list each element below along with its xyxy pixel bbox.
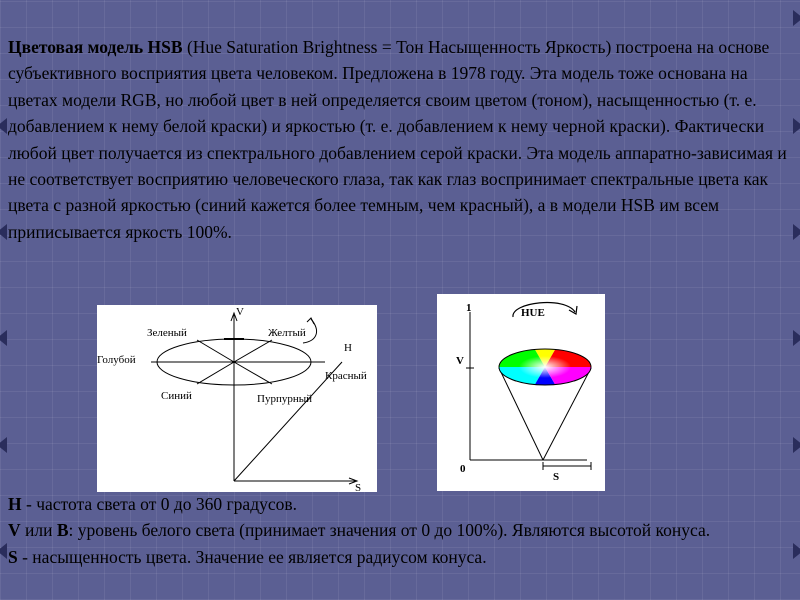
hsb-hue-circle-diagram: [97, 305, 377, 492]
cone-v-label: V: [456, 355, 464, 367]
axis-s-label: S: [355, 482, 362, 492]
value-zero-label: 0: [460, 463, 466, 475]
label-yellow: Желтый: [268, 327, 306, 339]
nav-arrow-right: [793, 10, 800, 26]
hsb-cone-svg: [437, 294, 605, 491]
label-red: Красный: [325, 370, 367, 382]
label-cyan: Голубой: [97, 354, 136, 366]
nav-arrow-left: [0, 118, 7, 134]
label-magenta: Пурпурный: [257, 393, 312, 405]
hue-label: HUE: [521, 307, 545, 319]
nav-arrow-right: [793, 118, 800, 134]
nav-arrow-right: [793, 543, 800, 559]
axis-h-label: H: [344, 342, 352, 354]
nav-arrow-right: [793, 437, 800, 453]
hsb-body-text: (Hue Saturation Brightness = Тон Насыщенность Яркость) построена на основе субъективного восприятия цвета человеком. Предложена в 1978 году. Эта модель тоже основана на цветах модели RGB, но любой цвет в ней определяется своим цветом (тоном), насыщенностью (т. е. добавлением к нему белой краски) и яркостью (т. е. добавлением к нему черной краски). Фактически любой цвет получается из спектрального добавлением серой краски. Эта модель аппаратно-зависимая и не соответствует восприятию человеческого глаза, так как глаз воспринимает спектральные цвета как цвета с разной яркостью (синий кажется более темным, чем красный), а в модели HSB им всем приписывается яркость 100%.: [8, 37, 787, 242]
value-top-label: 1: [466, 302, 472, 314]
hue-circle-svg: [97, 305, 377, 492]
nav-arrow-right: [793, 224, 800, 240]
cone-s-label: S: [553, 471, 560, 483]
hsb-definitions: [8, 491, 793, 570]
hsb-description: [8, 34, 793, 245]
definition-v: V или B: уровень белого света (принимает значения от 0 до 100%). Являются высотой конуса.: [8, 520, 711, 541]
label-blue: Синий: [161, 390, 192, 402]
hsb-title: Цветовая модель HSB: [8, 37, 183, 57]
nav-arrow-left: [0, 330, 7, 346]
nav-arrow-right: [793, 330, 800, 346]
definition-s: S - насыщенность цвета. Значение ее является радиусом конуса.: [8, 546, 487, 567]
nav-arrow-left: [0, 437, 7, 453]
nav-arrow-left: [0, 224, 7, 240]
hsb-cone-diagram: [437, 294, 605, 491]
label-green: Зеленый: [147, 327, 187, 339]
definition-h: H - частота света от 0 до 360 градусов.: [8, 494, 298, 514]
axis-v-label: V: [236, 306, 244, 318]
nav-arrow-left: [0, 543, 7, 559]
